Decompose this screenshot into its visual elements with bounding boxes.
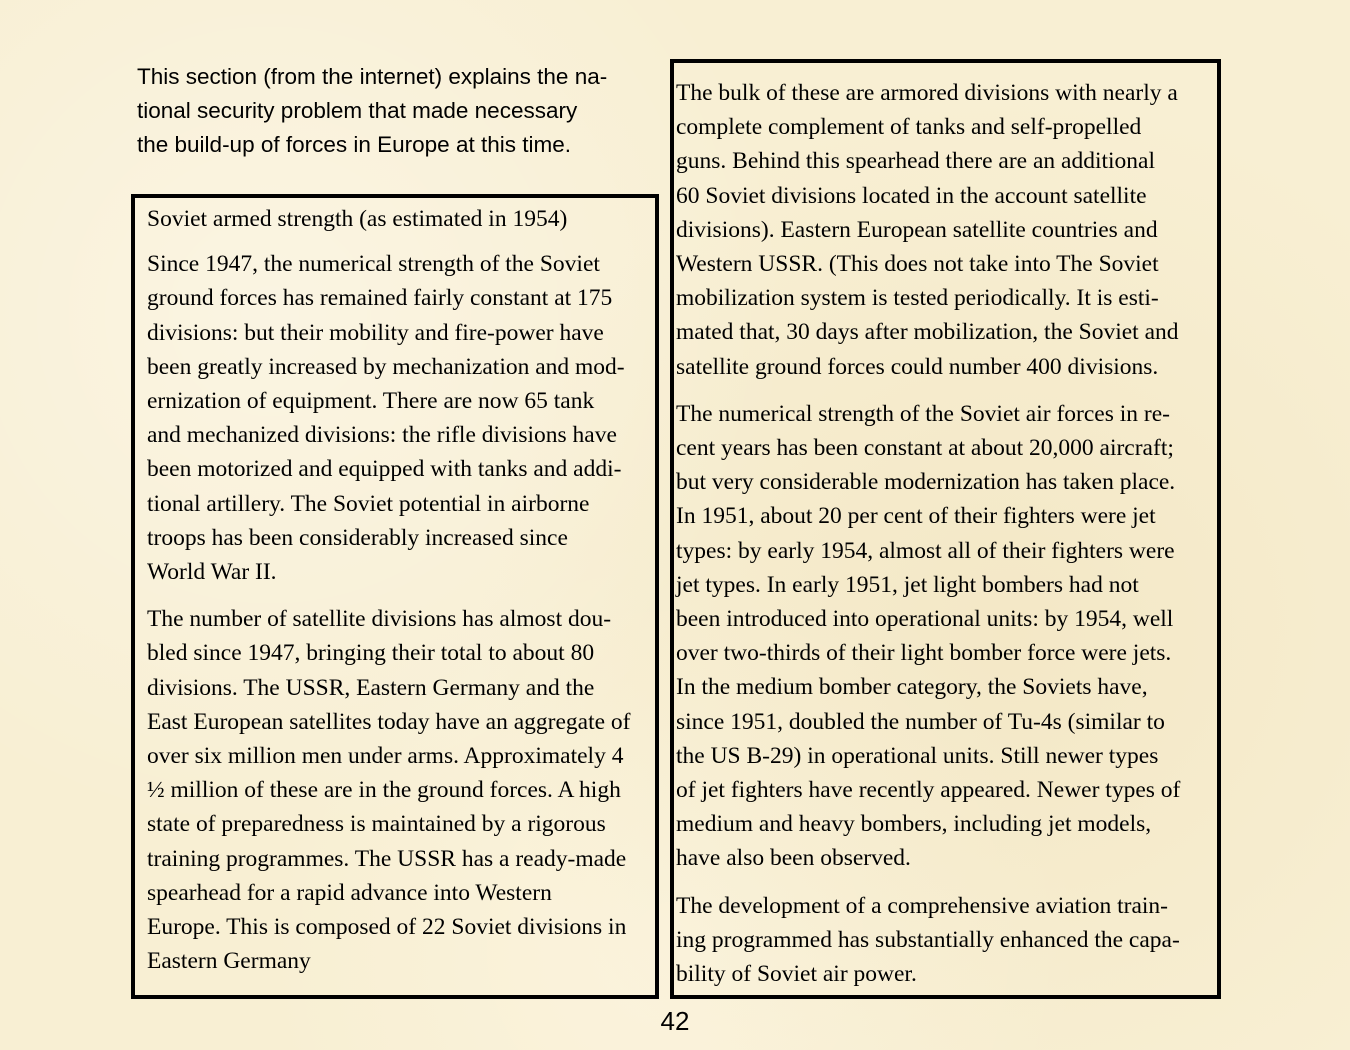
section-heading: Soviet armed strength (as estimated in 1954) (147, 206, 568, 232)
paragraph-ground-forces: Since 1947, the numerical strength of the Soviet ground forces has remained fairly constant at 175 divisions: but their mobility and fire-power have been greatly increased by mechanization and mod- ernization of equipment. There are now 65 tank and mechanized divisions: the rifle divisions have been motorized and equipped with tanks and addi- tional artillery. The Soviet potential in airborne troops has been considerably increased since World War II. (147, 251, 625, 586)
paragraph-aviation-training: The development of a comprehensive aviation train- ing programmed has substantially enhanced the capa- bility of Soviet air power. (676, 892, 1180, 988)
page-number: 42 (660, 1006, 690, 1036)
soviet-strength-box-right (670, 59, 1221, 999)
paragraph-armored-divisions: The bulk of these are armored divisions with nearly a complete complement of tanks and self-propelled guns. Behind this spearhead there are an additional 60 Soviet divisions located in the account satellite divisions). Eastern European satellite countries and Western USSR. (This does not take into The Soviet mobilization system is tested periodically. It is esti- mated that, 30 days after mobilization, the Soviet and satellite ground forces could number 400 divisions. (676, 80, 1179, 380)
paragraph-satellite-divisions: The number of satellite divisions has almost dou- bled since 1947, bringing their total to about 80 divisions. The USSR, Eastern Germany and the East European satellites today have an aggregate of over six million men under arms. Approximately 4 ½ million of these are in the ground forces. A high state of preparedness is maintained by a rigorous training programmes. The USSR has a ready-made spearhead for a rapid advance into Western Europe. This is composed of 22 Soviet divisions in Eastern Germany (147, 606, 631, 975)
soviet-strength-box-left (131, 194, 659, 999)
paragraph-air-forces: The numerical strength of the Soviet air forces in re- cent years has been constant at about 20,000 aircraft; but very considerable modernization has taken place. In 1951, about 20 per cent of their fighters were jet types: by early 1954, almost all of their fighters were jet types. In early 1951, jet light bombers had not been introduced into operational units: by 1954, well over two-thirds of their light bomber force were jets. In the medium bomber category, the Soviets have, since 1951, doubled the number of Tu-4s (similar to the US B-29) in operational units. Still newer types of jet fighters have recently appeared. Newer types of medium and heavy bombers, including jet models, have also been observed. (676, 400, 1181, 872)
intro-text: This section (from the internet) explains the na- tional security problem that made necessary the build-up of forces in Europe at this time. (137, 64, 608, 157)
